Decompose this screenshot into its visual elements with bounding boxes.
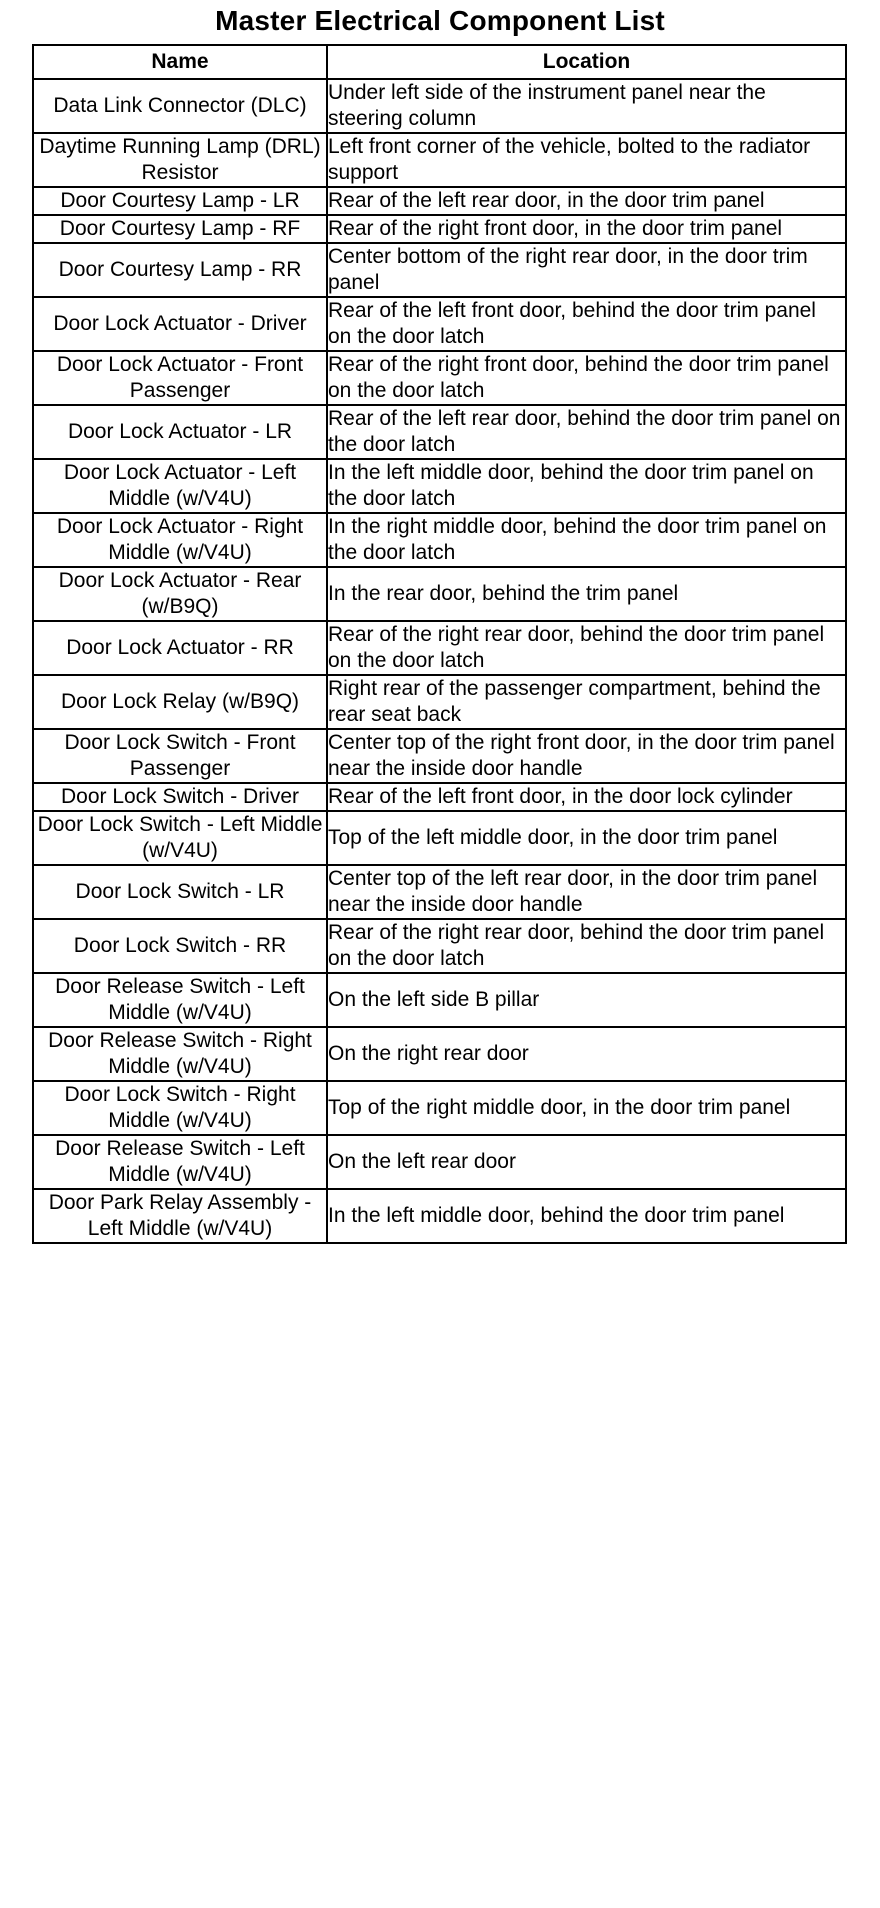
- component-location-cell: In the left middle door, behind the door trim panel: [327, 1189, 846, 1243]
- component-location-cell: Top of the left middle door, in the door trim panel: [327, 811, 846, 865]
- table-row: [33, 513, 846, 567]
- table-row: [33, 1189, 846, 1243]
- component-name-cell: Door Lock Actuator - LR: [33, 405, 327, 459]
- component-location-cell: Under left side of the instrument panel near the steering column: [327, 79, 846, 133]
- component-location-cell: Rear of the left front door, in the door lock cylinder: [327, 783, 846, 811]
- table-row: [33, 297, 846, 351]
- component-name-cell: Door Lock Actuator - Left Middle (w/V4U): [33, 459, 327, 513]
- component-name-cell: Door Release Switch - Left Middle (w/V4U): [33, 973, 327, 1027]
- location-column-header: Location: [327, 45, 846, 79]
- component-name-cell: Daytime Running Lamp (DRL) Resistor: [33, 133, 327, 187]
- table-row: [33, 187, 846, 215]
- component-location-cell: Right rear of the passenger compartment, behind the rear seat back: [327, 675, 846, 729]
- table-row: [33, 675, 846, 729]
- component-location-cell: Rear of the left rear door, behind the door trim panel on the door latch: [327, 405, 846, 459]
- component-location-cell: Center top of the right front door, in the door trim panel near the inside door handle: [327, 729, 846, 783]
- component-table: [32, 44, 847, 1244]
- component-location-cell: On the left rear door: [327, 1135, 846, 1189]
- component-name-cell: Door Park Relay Assembly - Left Middle (w/V4U): [33, 1189, 327, 1243]
- component-name-cell: Door Courtesy Lamp - RR: [33, 243, 327, 297]
- component-name-cell: Door Lock Actuator - RR: [33, 621, 327, 675]
- table-row: [33, 243, 846, 297]
- table-row: [33, 729, 846, 783]
- component-location-cell: Left front corner of the vehicle, bolted to the radiator support: [327, 133, 846, 187]
- header-row: [33, 45, 846, 79]
- component-name-cell: Door Lock Actuator - Front Passenger: [33, 351, 327, 405]
- table-row: [33, 1027, 846, 1081]
- table-body: [33, 79, 846, 1243]
- table-row: [33, 215, 846, 243]
- component-location-cell: Rear of the right front door, behind the door trim panel on the door latch: [327, 351, 846, 405]
- table-row: [33, 621, 846, 675]
- component-location-cell: Center top of the left rear door, in the door trim panel near the inside door handle: [327, 865, 846, 919]
- component-name-cell: Door Lock Actuator - Rear (w/B9Q): [33, 567, 327, 621]
- component-location-cell: Rear of the right rear door, behind the door trim panel on the door latch: [327, 621, 846, 675]
- component-name-cell: Door Release Switch - Right Middle (w/V4U): [33, 1027, 327, 1081]
- component-location-cell: In the rear door, behind the trim panel: [327, 567, 846, 621]
- table-row: [33, 783, 846, 811]
- page-title: Master Electrical Component List: [215, 5, 665, 36]
- component-name-cell: Door Lock Actuator - Right Middle (w/V4U): [33, 513, 327, 567]
- component-location-cell: Center bottom of the right rear door, in the door trim panel: [327, 243, 846, 297]
- table-row: [33, 1081, 846, 1135]
- component-name-cell: Door Lock Switch - LR: [33, 865, 327, 919]
- component-name-cell: Door Lock Actuator - Driver: [33, 297, 327, 351]
- table-row: [33, 1135, 846, 1189]
- component-location-cell: Top of the right middle door, in the door trim panel: [327, 1081, 846, 1135]
- component-name-cell: Door Lock Relay (w/B9Q): [33, 675, 327, 729]
- component-name-cell: Door Lock Switch - Front Passenger: [33, 729, 327, 783]
- component-name-cell: Door Courtesy Lamp - LR: [33, 187, 327, 215]
- component-name-cell: Door Release Switch - Left Middle (w/V4U): [33, 1135, 327, 1189]
- table-row: [33, 567, 846, 621]
- table-row: [33, 79, 846, 133]
- component-name-cell: Door Lock Switch - Driver: [33, 783, 327, 811]
- component-location-cell: Rear of the right rear door, behind the door trim panel on the door latch: [327, 919, 846, 973]
- table-row: [33, 811, 846, 865]
- component-location-cell: Rear of the left front door, behind the door trim panel on the door latch: [327, 297, 846, 351]
- name-column-header: Name: [33, 45, 327, 79]
- component-name-cell: Door Lock Switch - Left Middle (w/V4U): [33, 811, 327, 865]
- component-location-cell: In the left middle door, behind the door trim panel on the door latch: [327, 459, 846, 513]
- table-header: [33, 45, 846, 79]
- table-row: [33, 133, 846, 187]
- component-name-cell: Door Lock Switch - Right Middle (w/V4U): [33, 1081, 327, 1135]
- component-location-cell: Rear of the left rear door, in the door trim panel: [327, 187, 846, 215]
- component-name-cell: Door Courtesy Lamp - RF: [33, 215, 327, 243]
- component-location-cell: In the right middle door, behind the door trim panel on the door latch: [327, 513, 846, 567]
- component-name-cell: Door Lock Switch - RR: [33, 919, 327, 973]
- table-row: [33, 919, 846, 973]
- component-location-cell: Rear of the right front door, in the door trim panel: [327, 215, 846, 243]
- table-row: [33, 865, 846, 919]
- table-row: [33, 973, 846, 1027]
- table-row: [33, 459, 846, 513]
- table-row: [33, 405, 846, 459]
- component-name-cell: Data Link Connector (DLC): [33, 79, 327, 133]
- component-location-cell: On the left side B pillar: [327, 973, 846, 1027]
- component-location-cell: On the right rear door: [327, 1027, 846, 1081]
- table-row: [33, 351, 846, 405]
